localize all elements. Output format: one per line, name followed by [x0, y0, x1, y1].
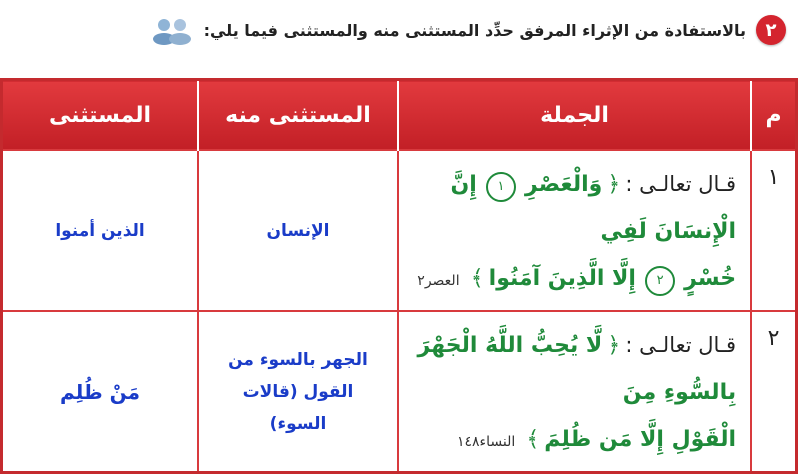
verse-text: خُسْرٍ [684, 266, 737, 291]
excepted-from-answer: الإنسان [266, 220, 330, 241]
verse-text: لَّا يُحِبُّ اللَّهُ الْجَهْرَ بِالسُّوءِ مِنَ [417, 333, 737, 405]
quran-bracket-open: ﴿ [607, 172, 621, 197]
verse-text: وَالْعَصْرِ [525, 172, 603, 197]
header-m: م [751, 80, 796, 151]
table-row [2, 150, 797, 311]
instruction-bar [14, 10, 786, 50]
excepted-from-answer-line: القول (قالات [242, 381, 354, 402]
qala-label: قـال تعالـى : [625, 333, 737, 357]
exceptions-table-wrap [0, 78, 800, 452]
header-sentence: الجملة [398, 80, 751, 151]
exceptions-table [0, 78, 798, 474]
verse-text: إِنَّ الْإِنسَانَ لَفِي [450, 172, 737, 244]
excepted-from-answer-line: السوء) [269, 413, 327, 434]
table-row [2, 311, 797, 473]
excepted-from-cell [198, 150, 398, 311]
header-excepted-from: المستثنى منه [198, 80, 398, 151]
excepted-from-cell [198, 311, 398, 473]
excepted-answer: مَنْ ظُلِم [60, 379, 141, 404]
sentence-cell [398, 311, 751, 473]
verse-text: إِلَّا الَّذِينَ آمَنُوا [488, 266, 636, 291]
excepted-cell [2, 311, 199, 473]
verse-text: الْقَوْلِ إِلَّا مَن ظُلِمَ [544, 427, 737, 452]
surah-reference: العصر٢ [417, 273, 460, 289]
group-people-icon [150, 15, 194, 45]
quran-bracket-close: ﴾ [526, 427, 540, 452]
surah-reference: النساء١٤٨ [456, 434, 516, 450]
table-header-row [2, 80, 797, 151]
question-number-badge: ٢ [756, 15, 786, 45]
quran-bracket-open: ﴿ [607, 333, 621, 358]
sentence-cell [398, 150, 751, 311]
excepted-from-answer-line: الجهر بالسوء من [228, 349, 368, 370]
header-excepted: المستثنى [2, 80, 199, 151]
excepted-cell [2, 150, 199, 311]
ayah-number-marker: ١ [486, 172, 516, 202]
instruction-text: بالاستفادة من الإثراء المرفق حدِّد المستثنى منه والمستثنى فيما يلي: [203, 20, 746, 40]
qala-label: قـال تعالـى : [625, 172, 737, 196]
ayah-number-marker: ٢ [645, 266, 675, 296]
quran-bracket-close: ﴾ [470, 266, 484, 291]
excepted-answer: الذين أمنوا [55, 220, 145, 241]
row-number: ٢ [751, 311, 796, 473]
row-number: ١ [751, 150, 796, 311]
